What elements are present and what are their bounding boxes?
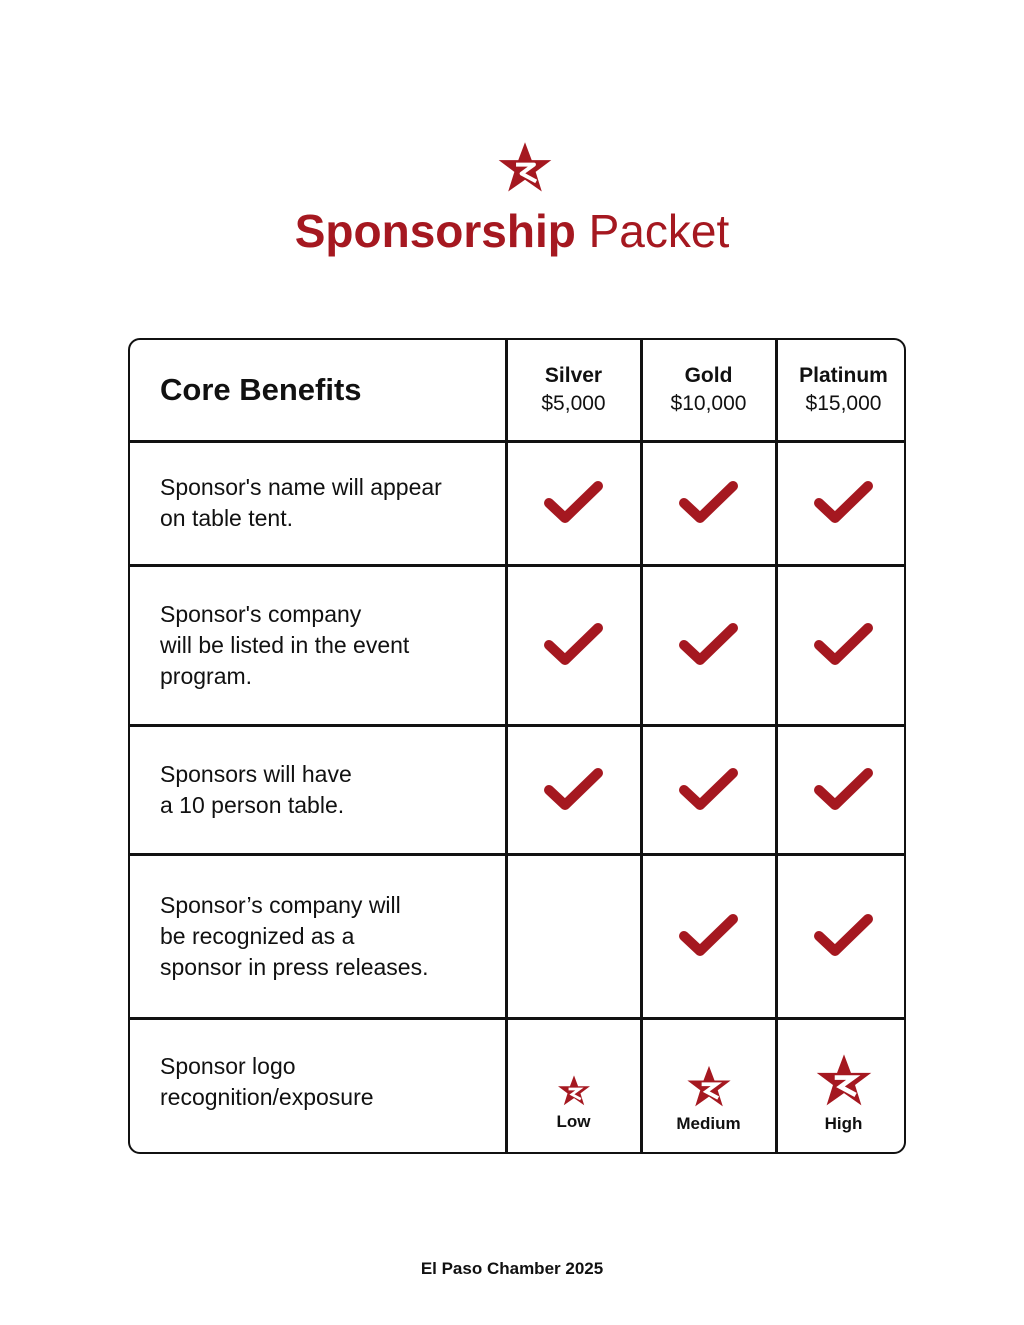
logo-exposure-label: Sponsor logo recognition/exposure bbox=[160, 1053, 374, 1110]
exposure-level-label: High bbox=[824, 1114, 863, 1133]
checkmark-icon bbox=[813, 621, 875, 669]
checkmark-icon bbox=[678, 912, 740, 960]
tier-name: Silver bbox=[544, 364, 603, 387]
benefit-row-3-label: Sponsors will have a 10 person table. bbox=[160, 760, 352, 818]
star-logo-icon bbox=[495, 140, 555, 196]
title-rest: Packet bbox=[575, 205, 730, 257]
checkmark-icon bbox=[678, 621, 740, 669]
star-logo-icon bbox=[556, 1074, 592, 1108]
checkmark-icon bbox=[543, 766, 605, 814]
checkmark-icon bbox=[678, 766, 740, 814]
exposure-level-label: Medium bbox=[676, 1114, 741, 1133]
footer-text: El Paso Chamber 2025 bbox=[420, 1259, 604, 1278]
tier-price: $5,000 bbox=[541, 392, 606, 415]
title-bold: Sponsorship bbox=[294, 205, 576, 257]
benefit-row-1-label: Sponsor's name will appear on table tent. bbox=[160, 474, 442, 531]
star-logo-icon bbox=[814, 1052, 874, 1110]
tier-platinum bbox=[777, 340, 906, 440]
checkmark-icon bbox=[813, 479, 875, 527]
tier-name: Platinum bbox=[799, 364, 888, 387]
tier-silver bbox=[507, 340, 640, 440]
star-logo-icon bbox=[685, 1064, 733, 1110]
checkmark-icon bbox=[543, 479, 605, 527]
exposure-medium bbox=[642, 1052, 775, 1134]
tier-gold bbox=[642, 340, 775, 440]
tier-price: $15,000 bbox=[805, 392, 882, 415]
checkmark-icon bbox=[543, 621, 605, 669]
tier-name: Gold bbox=[684, 364, 733, 387]
tier-price: $10,000 bbox=[670, 392, 747, 415]
exposure-level-label: Low bbox=[556, 1112, 591, 1131]
benefit-row-2-label: Sponsor's company will be listed in the event program. bbox=[160, 600, 410, 689]
checkmark-icon bbox=[813, 912, 875, 960]
checkmark-icon bbox=[813, 766, 875, 814]
exposure-low bbox=[507, 1060, 640, 1132]
benefit-row-4-label: Sponsor’s company will be recognized as a sponsor in press releases. bbox=[160, 891, 429, 980]
page-title bbox=[0, 203, 1024, 259]
checkmark-icon bbox=[678, 479, 740, 527]
benefits-table bbox=[128, 338, 906, 1154]
exposure-high bbox=[777, 1040, 906, 1134]
core-benefits-heading: Core Benefits bbox=[160, 372, 362, 407]
